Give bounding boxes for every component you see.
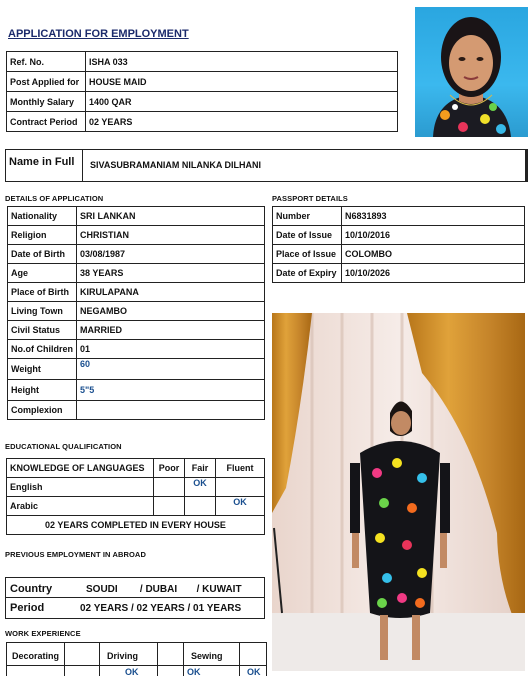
work-mark: OK [125,667,139,676]
table-row [8,245,265,264]
cell-divider [99,643,100,676]
table-row [8,283,265,302]
name-row [5,149,528,182]
post-value: HOUSE MAID [86,72,398,92]
language-name: Arabic [7,497,154,516]
table-row [8,340,265,359]
level-fluent: Fluent [216,459,265,478]
cell-divider [183,643,184,676]
ref-value: ISHA 033 [86,52,398,72]
language-fluent: OK [216,497,265,516]
application-heading: DETAILS OF APPLICATION [5,194,104,203]
table-row [8,264,265,283]
work-item: Driving [107,651,139,661]
previous-employment-box [5,577,265,619]
language-poor [154,497,185,516]
app-label: Weight [8,359,77,380]
table-row [7,52,398,72]
cell-divider [239,643,240,676]
app-label: Nationality [8,207,77,226]
level-poor: Poor [154,459,185,478]
previous-heading: PREVIOUS EMPLOYMENT IN ABROAD [5,550,146,559]
salary-label: Monthly Salary [7,92,86,112]
language-fair: OK [185,478,216,497]
table-row [7,478,265,497]
table-row [273,207,525,226]
passport-table [272,206,525,283]
work-mark: OK [187,667,201,676]
page-title: APPLICATION FOR EMPLOYMENT [8,28,189,40]
app-value: SRI LANKAN [77,207,265,226]
table-row [8,302,265,321]
passport-label: Date of Expiry [273,264,342,283]
table-row [8,226,265,245]
contract-value: 02 YEARS [86,112,398,132]
app-label: Age [8,264,77,283]
ref-label: Ref. No. [7,52,86,72]
salary-value: 1400 QAR [86,92,398,112]
languages-header: KNOWLEDGE OF LANGUAGES [7,459,154,478]
passport-value: COLOMBO [342,245,525,264]
table-row [8,401,265,420]
app-value: CHRISTIAN [77,226,265,245]
app-label: Height [8,380,77,401]
education-note: 02 YEARS COMPLETED IN EVERY HOUSE [7,516,265,535]
table-row [8,359,265,380]
countries-value: SOUDI / DUBAI / KUWAIT [86,584,242,595]
work-table [6,642,267,676]
work-heading: WORK EXPERIENCE [5,629,81,638]
passport-label: Place of Issue [273,245,342,264]
table-row [7,92,398,112]
app-label: Complexion [8,401,77,420]
name-label: Name in Full [9,156,75,168]
table-row [273,245,525,264]
passport-value: 10/10/2026 [342,264,525,283]
language-name: English [7,478,154,497]
table-row [7,459,265,478]
language-poor [154,478,185,497]
work-mark: OK [247,667,261,676]
level-fair: Fair [185,459,216,478]
education-heading: EDUCATIONAL QUALIFICATION [5,442,122,451]
row-divider [6,597,264,598]
passport-label: Date of Issue [273,226,342,245]
language-fluent [216,478,265,497]
header-table [6,51,398,132]
weight-value: 60 [77,359,265,380]
languages-table [6,458,265,535]
height-value: 5"5 [77,380,265,401]
app-label: Living Town [8,302,77,321]
table-row [8,207,265,226]
name-divider [82,150,83,181]
app-value [77,401,265,420]
app-label: Date of Birth [8,245,77,264]
passport-heading: PASSPORT DETAILS [272,194,348,203]
work-item: Sewing [191,651,223,661]
table-row [7,516,265,535]
country-label: Country [10,583,53,595]
table-row [273,226,525,245]
app-label: No.of Children [8,340,77,359]
app-value: 03/08/1987 [77,245,265,264]
period-label: Period [10,602,45,614]
table-row [8,380,265,401]
work-item: Decorating [12,651,60,661]
app-value: KIRULAPANA [77,283,265,302]
app-value: MARRIED [77,321,265,340]
app-label: Civil Status [8,321,77,340]
full-body-photo [272,313,525,671]
passport-value: 10/10/2016 [342,226,525,245]
cell-divider [64,643,65,676]
table-row [7,112,398,132]
table-row [273,264,525,283]
cell-divider [157,643,158,676]
app-value: 01 [77,340,265,359]
name-value: SIVASUBRAMANIAM NILANKA DILHANI [90,160,261,170]
app-label: Religion [8,226,77,245]
application-table [7,206,265,420]
table-row [7,497,265,516]
app-value: 38 YEARS [77,264,265,283]
passport-label: Number [273,207,342,226]
app-value: NEGAMBO [77,302,265,321]
language-fair [185,497,216,516]
passport-value: N6831893 [342,207,525,226]
table-row [8,321,265,340]
contract-label: Contract Period [7,112,86,132]
post-label: Post Applied for [7,72,86,92]
table-row [7,72,398,92]
row-divider [7,665,266,666]
portrait-photo [415,7,528,137]
app-label: Place of Birth [8,283,77,302]
periods-value: 02 YEARS / 02 YEARS / 01 YEARS [80,603,242,614]
